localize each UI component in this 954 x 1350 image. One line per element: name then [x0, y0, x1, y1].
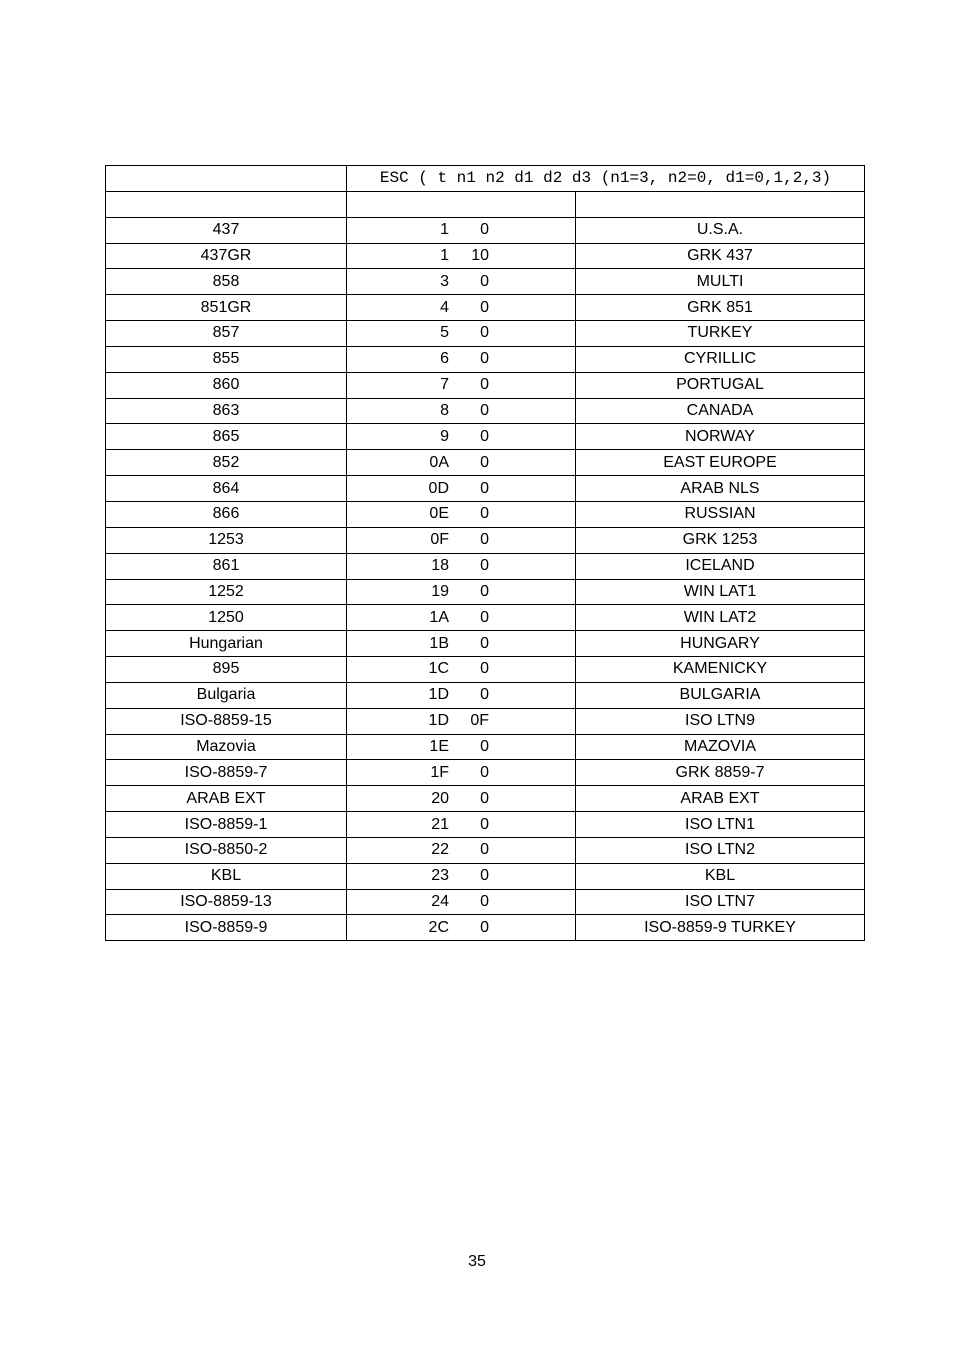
codepage-name-cell: CANADA [576, 398, 865, 424]
parameter-values [347, 609, 575, 627]
d3-value: 0 [480, 479, 489, 497]
codepage-name-cell: KAMENICKY [576, 657, 865, 683]
parameter-cell [347, 398, 576, 424]
command-syntax-cell: ESC ( t n1 n2 d1 d2 d3 (n1=3, n2=0, d1=0,1,2,3) [347, 166, 865, 192]
codepage-name-cell: U.S.A. [576, 217, 865, 243]
parameter-cell [347, 682, 576, 708]
parameter-cell [347, 605, 576, 631]
parameter-values [347, 867, 575, 885]
d2-value: 0E [429, 505, 449, 523]
d2-value: 1D [428, 712, 449, 730]
parameter-values [347, 221, 575, 239]
table-row [106, 269, 865, 295]
parameter-cell [347, 346, 576, 372]
d3-value: 0 [480, 608, 489, 626]
d3-value: 0F [470, 712, 489, 730]
codepage-name-cell: ISO LTN9 [576, 708, 865, 734]
codepage-cell: 1253 [106, 527, 347, 553]
d2-value: 2C [428, 918, 449, 936]
codepage-name-cell: MAZOVIA [576, 734, 865, 760]
codepage-name-cell: ISO LTN1 [576, 812, 865, 838]
parameter-values [347, 480, 575, 498]
codepage-cell: 863 [106, 398, 347, 424]
codepage-cell: 437GR [106, 243, 347, 269]
table-row [106, 372, 865, 398]
parameter-cell [347, 372, 576, 398]
subheader-blank-cell [106, 191, 347, 217]
table-row [106, 217, 865, 243]
codepage-name-cell: ISO LTN7 [576, 889, 865, 915]
d3-value: 0 [480, 815, 489, 833]
page-number: 35 [468, 1253, 486, 1270]
d2-value: 1F [430, 763, 449, 781]
table-row [106, 786, 865, 812]
d2-value: 9 [440, 427, 449, 445]
codepage-cell: 895 [106, 657, 347, 683]
codepage-name-cell: PORTUGAL [576, 372, 865, 398]
d3-value: 0 [480, 660, 489, 678]
codepage-cell: 1252 [106, 579, 347, 605]
parameter-cell [347, 837, 576, 863]
codepage-name-cell: GRK 8859-7 [576, 760, 865, 786]
d2-value: 0D [428, 479, 449, 497]
codepage-cell: ISO-8859-1 [106, 812, 347, 838]
parameter-cell [347, 889, 576, 915]
d3-value: 0 [480, 221, 489, 239]
d2-value: 1E [429, 737, 449, 755]
parameter-values [347, 350, 575, 368]
d3-value: 0 [480, 634, 489, 652]
codepage-name-cell: KBL [576, 863, 865, 889]
d3-value: 0 [480, 505, 489, 523]
parameter-values [347, 686, 575, 704]
codepage-name-cell: ISO LTN2 [576, 837, 865, 863]
codepage-cell: ARAB EXT [106, 786, 347, 812]
d3-value: 10 [471, 246, 489, 264]
table-row [106, 631, 865, 657]
parameter-values [347, 376, 575, 394]
d3-value: 0 [480, 376, 489, 394]
codepage-name-cell: GRK 851 [576, 295, 865, 321]
parameter-values [347, 635, 575, 653]
codepage-name-cell: TURKEY [576, 321, 865, 347]
d2-value: 1A [429, 608, 449, 626]
d3-value: 0 [480, 686, 489, 704]
parameter-cell [347, 708, 576, 734]
codepage-cell: Mazovia [106, 734, 347, 760]
codepage-cell: KBL [106, 863, 347, 889]
parameter-values [347, 738, 575, 756]
parameter-values [347, 919, 575, 937]
codepage-cell: 437 [106, 217, 347, 243]
parameter-values [347, 428, 575, 446]
codepage-table-body [106, 166, 865, 941]
parameter-values [347, 454, 575, 472]
d2-value: 1D [428, 686, 449, 704]
codepage-cell: 851GR [106, 295, 347, 321]
d3-value: 0 [480, 918, 489, 936]
parameter-cell [347, 553, 576, 579]
parameter-values [347, 790, 575, 808]
parameter-cell [347, 243, 576, 269]
table-row [106, 708, 865, 734]
parameter-values [347, 583, 575, 601]
d3-value: 0 [480, 402, 489, 420]
codepage-cell: 865 [106, 424, 347, 450]
d2-value: 22 [431, 841, 449, 859]
table-row [106, 424, 865, 450]
parameter-cell [347, 734, 576, 760]
parameter-cell [347, 863, 576, 889]
subheader-blank-cell [347, 191, 576, 217]
d3-value: 0 [480, 350, 489, 368]
d3-value: 0 [480, 737, 489, 755]
table-row [106, 889, 865, 915]
d2-value: 5 [440, 324, 449, 342]
table-row [106, 450, 865, 476]
table-row [106, 915, 865, 941]
table-row [106, 734, 865, 760]
table-row [106, 243, 865, 269]
d2-value: 23 [431, 867, 449, 885]
d3-value: 0 [480, 427, 489, 445]
table-row [106, 553, 865, 579]
parameter-values [347, 712, 575, 730]
table-row [106, 476, 865, 502]
codepage-name-cell: ICELAND [576, 553, 865, 579]
table-row [106, 579, 865, 605]
codepage-name-cell: NORWAY [576, 424, 865, 450]
parameter-values [347, 505, 575, 523]
d3-value: 0 [480, 867, 489, 885]
d3-value: 0 [480, 763, 489, 781]
subheader-blank-cell [576, 191, 865, 217]
d2-value: 21 [431, 815, 449, 833]
parameter-cell [347, 760, 576, 786]
codepage-cell: Hungarian [106, 631, 347, 657]
d2-value: 0F [430, 531, 449, 549]
codepage-name-cell: GRK 1253 [576, 527, 865, 553]
codepage-name-cell: ISO-8859-9 TURKEY [576, 915, 865, 941]
parameter-values [347, 247, 575, 265]
parameter-values [347, 764, 575, 782]
parameter-cell [347, 476, 576, 502]
codepage-cell: 861 [106, 553, 347, 579]
d2-value: 0A [429, 453, 449, 471]
codepage-name-cell: ARAB EXT [576, 786, 865, 812]
d3-value: 0 [480, 531, 489, 549]
d2-value: 1C [428, 660, 449, 678]
d3-value: 0 [480, 841, 489, 859]
d3-value: 0 [480, 582, 489, 600]
d2-value: 20 [431, 789, 449, 807]
codepage-cell: 857 [106, 321, 347, 347]
table-row [106, 682, 865, 708]
d2-value: 18 [431, 557, 449, 575]
table-row [106, 605, 865, 631]
parameter-cell [347, 295, 576, 321]
d2-value: 3 [440, 272, 449, 290]
codepage-name-cell: BULGARIA [576, 682, 865, 708]
parameter-cell [347, 217, 576, 243]
parameter-cell [347, 657, 576, 683]
parameter-values [347, 402, 575, 420]
codepage-cell: 1250 [106, 605, 347, 631]
parameter-cell [347, 527, 576, 553]
codepage-cell: 864 [106, 476, 347, 502]
codepage-cell: ISO-8859-13 [106, 889, 347, 915]
parameter-values [347, 273, 575, 291]
parameter-values [347, 660, 575, 678]
parameter-cell [347, 450, 576, 476]
codepage-cell: 855 [106, 346, 347, 372]
d3-value: 0 [480, 453, 489, 471]
codepage-cell: 858 [106, 269, 347, 295]
d2-value: 19 [431, 582, 449, 600]
table-row [106, 657, 865, 683]
codepage-cell: 866 [106, 501, 347, 527]
parameter-cell [347, 424, 576, 450]
parameter-cell [347, 812, 576, 838]
table-row [106, 398, 865, 424]
codepage-cell: 860 [106, 372, 347, 398]
d2-value: 1B [429, 634, 449, 652]
codepage-table [105, 165, 865, 941]
table-row [106, 863, 865, 889]
parameter-cell [347, 501, 576, 527]
table-row [106, 812, 865, 838]
codepage-name-cell: MULTI [576, 269, 865, 295]
parameter-values [347, 324, 575, 342]
header-blank-cell [106, 166, 347, 192]
codepage-cell: ISO-8859-7 [106, 760, 347, 786]
codepage-cell: ISO-8859-9 [106, 915, 347, 941]
table-header-row [106, 166, 865, 192]
codepage-cell: ISO-8859-15 [106, 708, 347, 734]
parameter-cell [347, 915, 576, 941]
table-row [106, 837, 865, 863]
parameter-values [347, 816, 575, 834]
parameter-cell [347, 321, 576, 347]
parameter-values [347, 893, 575, 911]
d2-value: 1 [440, 221, 449, 239]
parameter-cell [347, 269, 576, 295]
d2-value: 4 [440, 298, 449, 316]
d2-value: 1 [440, 246, 449, 264]
d3-value: 0 [480, 893, 489, 911]
d3-value: 0 [480, 789, 489, 807]
table-row [106, 346, 865, 372]
table-subheader-row [106, 191, 865, 217]
parameter-values [347, 531, 575, 549]
parameter-values [347, 557, 575, 575]
table-row [106, 295, 865, 321]
d2-value: 8 [440, 402, 449, 420]
parameter-cell [347, 631, 576, 657]
codepage-name-cell: CYRILLIC [576, 346, 865, 372]
codepage-cell: 852 [106, 450, 347, 476]
table-row [106, 760, 865, 786]
d2-value: 24 [431, 893, 449, 911]
codepage-name-cell: GRK 437 [576, 243, 865, 269]
codepage-cell: ISO-8850-2 [106, 837, 347, 863]
d3-value: 0 [480, 557, 489, 575]
parameter-cell [347, 786, 576, 812]
table-row [106, 527, 865, 553]
codepage-name-cell: WIN LAT1 [576, 579, 865, 605]
table-row [106, 501, 865, 527]
d2-value: 7 [440, 376, 449, 394]
parameter-values [347, 841, 575, 859]
table-row [106, 321, 865, 347]
d3-value: 0 [480, 272, 489, 290]
parameter-values [347, 299, 575, 317]
parameter-cell [347, 579, 576, 605]
d2-value: 6 [440, 350, 449, 368]
d3-value: 0 [480, 298, 489, 316]
codepage-name-cell: ARAB NLS [576, 476, 865, 502]
codepage-name-cell: WIN LAT2 [576, 605, 865, 631]
codepage-name-cell: RUSSIAN [576, 501, 865, 527]
codepage-cell: Bulgaria [106, 682, 347, 708]
codepage-name-cell: EAST EUROPE [576, 450, 865, 476]
d3-value: 0 [480, 324, 489, 342]
codepage-name-cell: HUNGARY [576, 631, 865, 657]
